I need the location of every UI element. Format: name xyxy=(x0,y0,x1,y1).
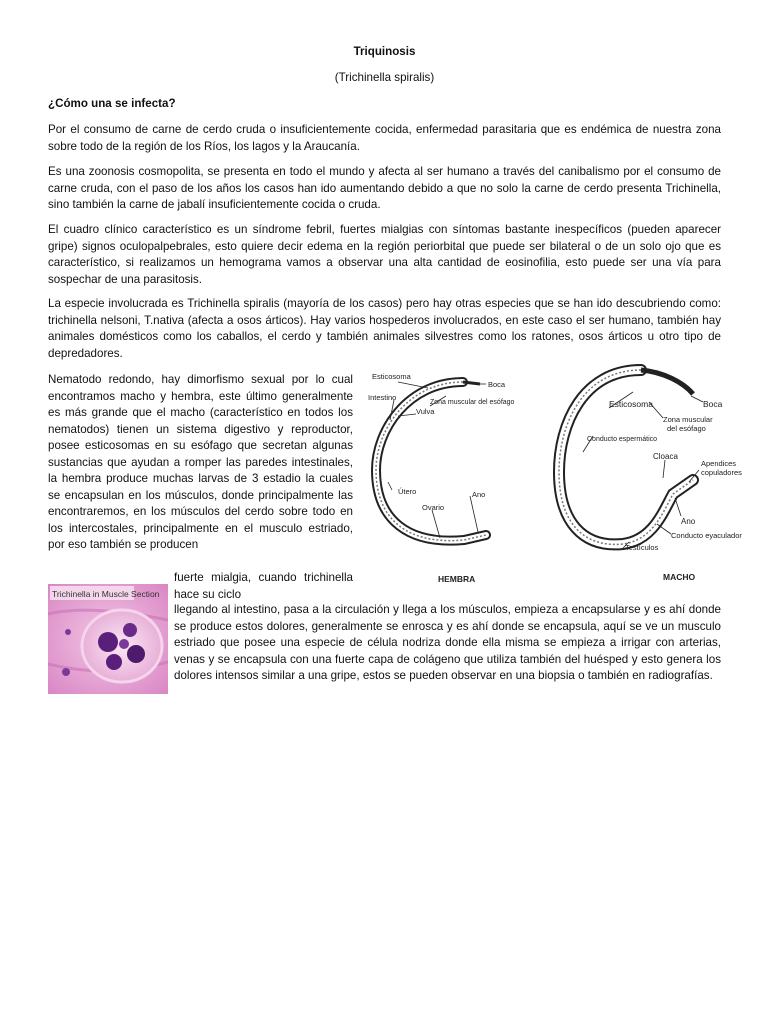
paragraph-5-mid: fuerte mialgia, cuando trichinella hace su ciclo xyxy=(174,571,353,601)
male-caption: MACHO xyxy=(663,572,696,582)
male-label-testiculos: Testículos xyxy=(625,543,659,552)
male-label-boca: Boca xyxy=(703,399,723,409)
female-label-esticosoma: Esticosoma xyxy=(372,372,411,381)
male-label-zona-2: del esófago xyxy=(667,424,706,433)
male-label-apendices-1: Apendices xyxy=(701,459,737,468)
female-label-utero: Útero xyxy=(398,487,417,496)
male-label-zona-1: Zona muscular xyxy=(663,415,713,424)
male-label-esticosoma: Esticosoma xyxy=(609,399,653,409)
document-title: Triquinosis xyxy=(353,45,416,58)
muscle-section-micrograph xyxy=(48,584,168,694)
male-label-ano: Ano xyxy=(681,517,696,526)
female-label-zona: Zona muscular del esófago xyxy=(430,399,515,406)
male-worm-diagram xyxy=(553,362,748,587)
paragraph-1: Por el consumo de carne de cerdo cruda o insuficientemente cocida, enfermedad parasitaria que es endémica de nuestra zona sobre todo de la región de los Ríos, los lagos y la Araucanía. xyxy=(48,123,721,153)
paragraph-5-left: Nematodo redondo, hay dimorfismo sexual por lo cual encontramos macho y hembra, este último generalmente es más grande que el macho (característico en todos los nematodos) tienen un sistema digestivo y reproductor, posee esticosomas en su esófago que secretan algunas sustancias que ayudan a romper las paredes intestinales, la hembra produce muchas larvas de 3 estadio la cuales se encapsulan en los músculos, donde principalmente las encontraremos, en los músculos del cerdo sobre todo en los intercostales, principalmente en el musculo estriado, por eso también se producen xyxy=(48,373,353,551)
male-label-apendices-2: copuladores xyxy=(701,468,742,477)
male-label-conducto-espermatico: Conducto espermático xyxy=(587,436,658,443)
document-subtitle: (Trichinella spiralis) xyxy=(334,71,435,84)
female-label-vulva: Vulva xyxy=(416,407,435,416)
male-label-cloaca: Cloaca xyxy=(653,452,678,461)
female-label-intestino: Intestino xyxy=(368,393,397,402)
section-question: ¿Cómo una se infecta? xyxy=(48,97,176,110)
paragraph-4: La especie involucrada es Trichinella spiralis (mayoría de los casos) pero hay otras especies que se han ido descubriendo como: trichinella nelsoni, T.nativa (afecta a osos árticos). Hay varios hospederos involucrados, en este caso el ser humano, también hay animales domésticos como los caballos, el cerdo y también animales silvestres como los ratones, osos árticos u otro tipo de depredadores. xyxy=(48,297,721,360)
female-label-ano: Ano xyxy=(472,490,486,499)
micrograph-caption: Trichinella in Muscle Section xyxy=(52,589,160,599)
female-label-ovario: Ovario xyxy=(422,503,445,512)
paragraph-2: Es una zoonosis cosmopolita, se presenta en todo el mundo y afecta al ser humano a través del canibalismo por el consumo de carne cruda, con el paso de los años los casos han ido aumentando debido a que no solo la carne de cerdo presenta Trichinella, sino también la carne de jabalí insuficientemente cocida o cruda. xyxy=(48,165,721,211)
male-label-conducto-eyaculador: Conducto eyaculador xyxy=(671,531,742,540)
female-caption: HEMBRA xyxy=(438,574,476,584)
paragraph-3: El cuadro clínico característico es un síndrome febril, fuertes mialgias con síntomas bastante inespecíficos (pueden aparecer gripe) signos oculopalpebrales, esto quiere decir edema en la región periorbital que puede ser bilateral o de un solo ojo que es característico, si realizamos un hemograma vamos a observar una alta cantidad de eosinofilia, esto puede ser una vía para sospechar de una parasitosis. xyxy=(48,223,721,286)
paragraph-5-rest: llegando al intestino, pasa a la circulación y llega a los músculos, empieza a encapsularse y es ahí donde se produce estos dolores, generalmente se enrosca y es ahí donde se encapsula, aquí se ve un musculo estriado que posee una especie de célula nodriza donde ella misma se empieza a irrigar con arterias, venas y se encapsula con una fuerte capa de colágeno que utiliza también del huésped y esto genera los dolores intensos similar a una gripe, estos se pueden observar en una biopsia o también en radiografías. xyxy=(174,603,721,682)
female-worm-diagram xyxy=(368,370,548,585)
female-label-boca: Boca xyxy=(488,380,506,389)
